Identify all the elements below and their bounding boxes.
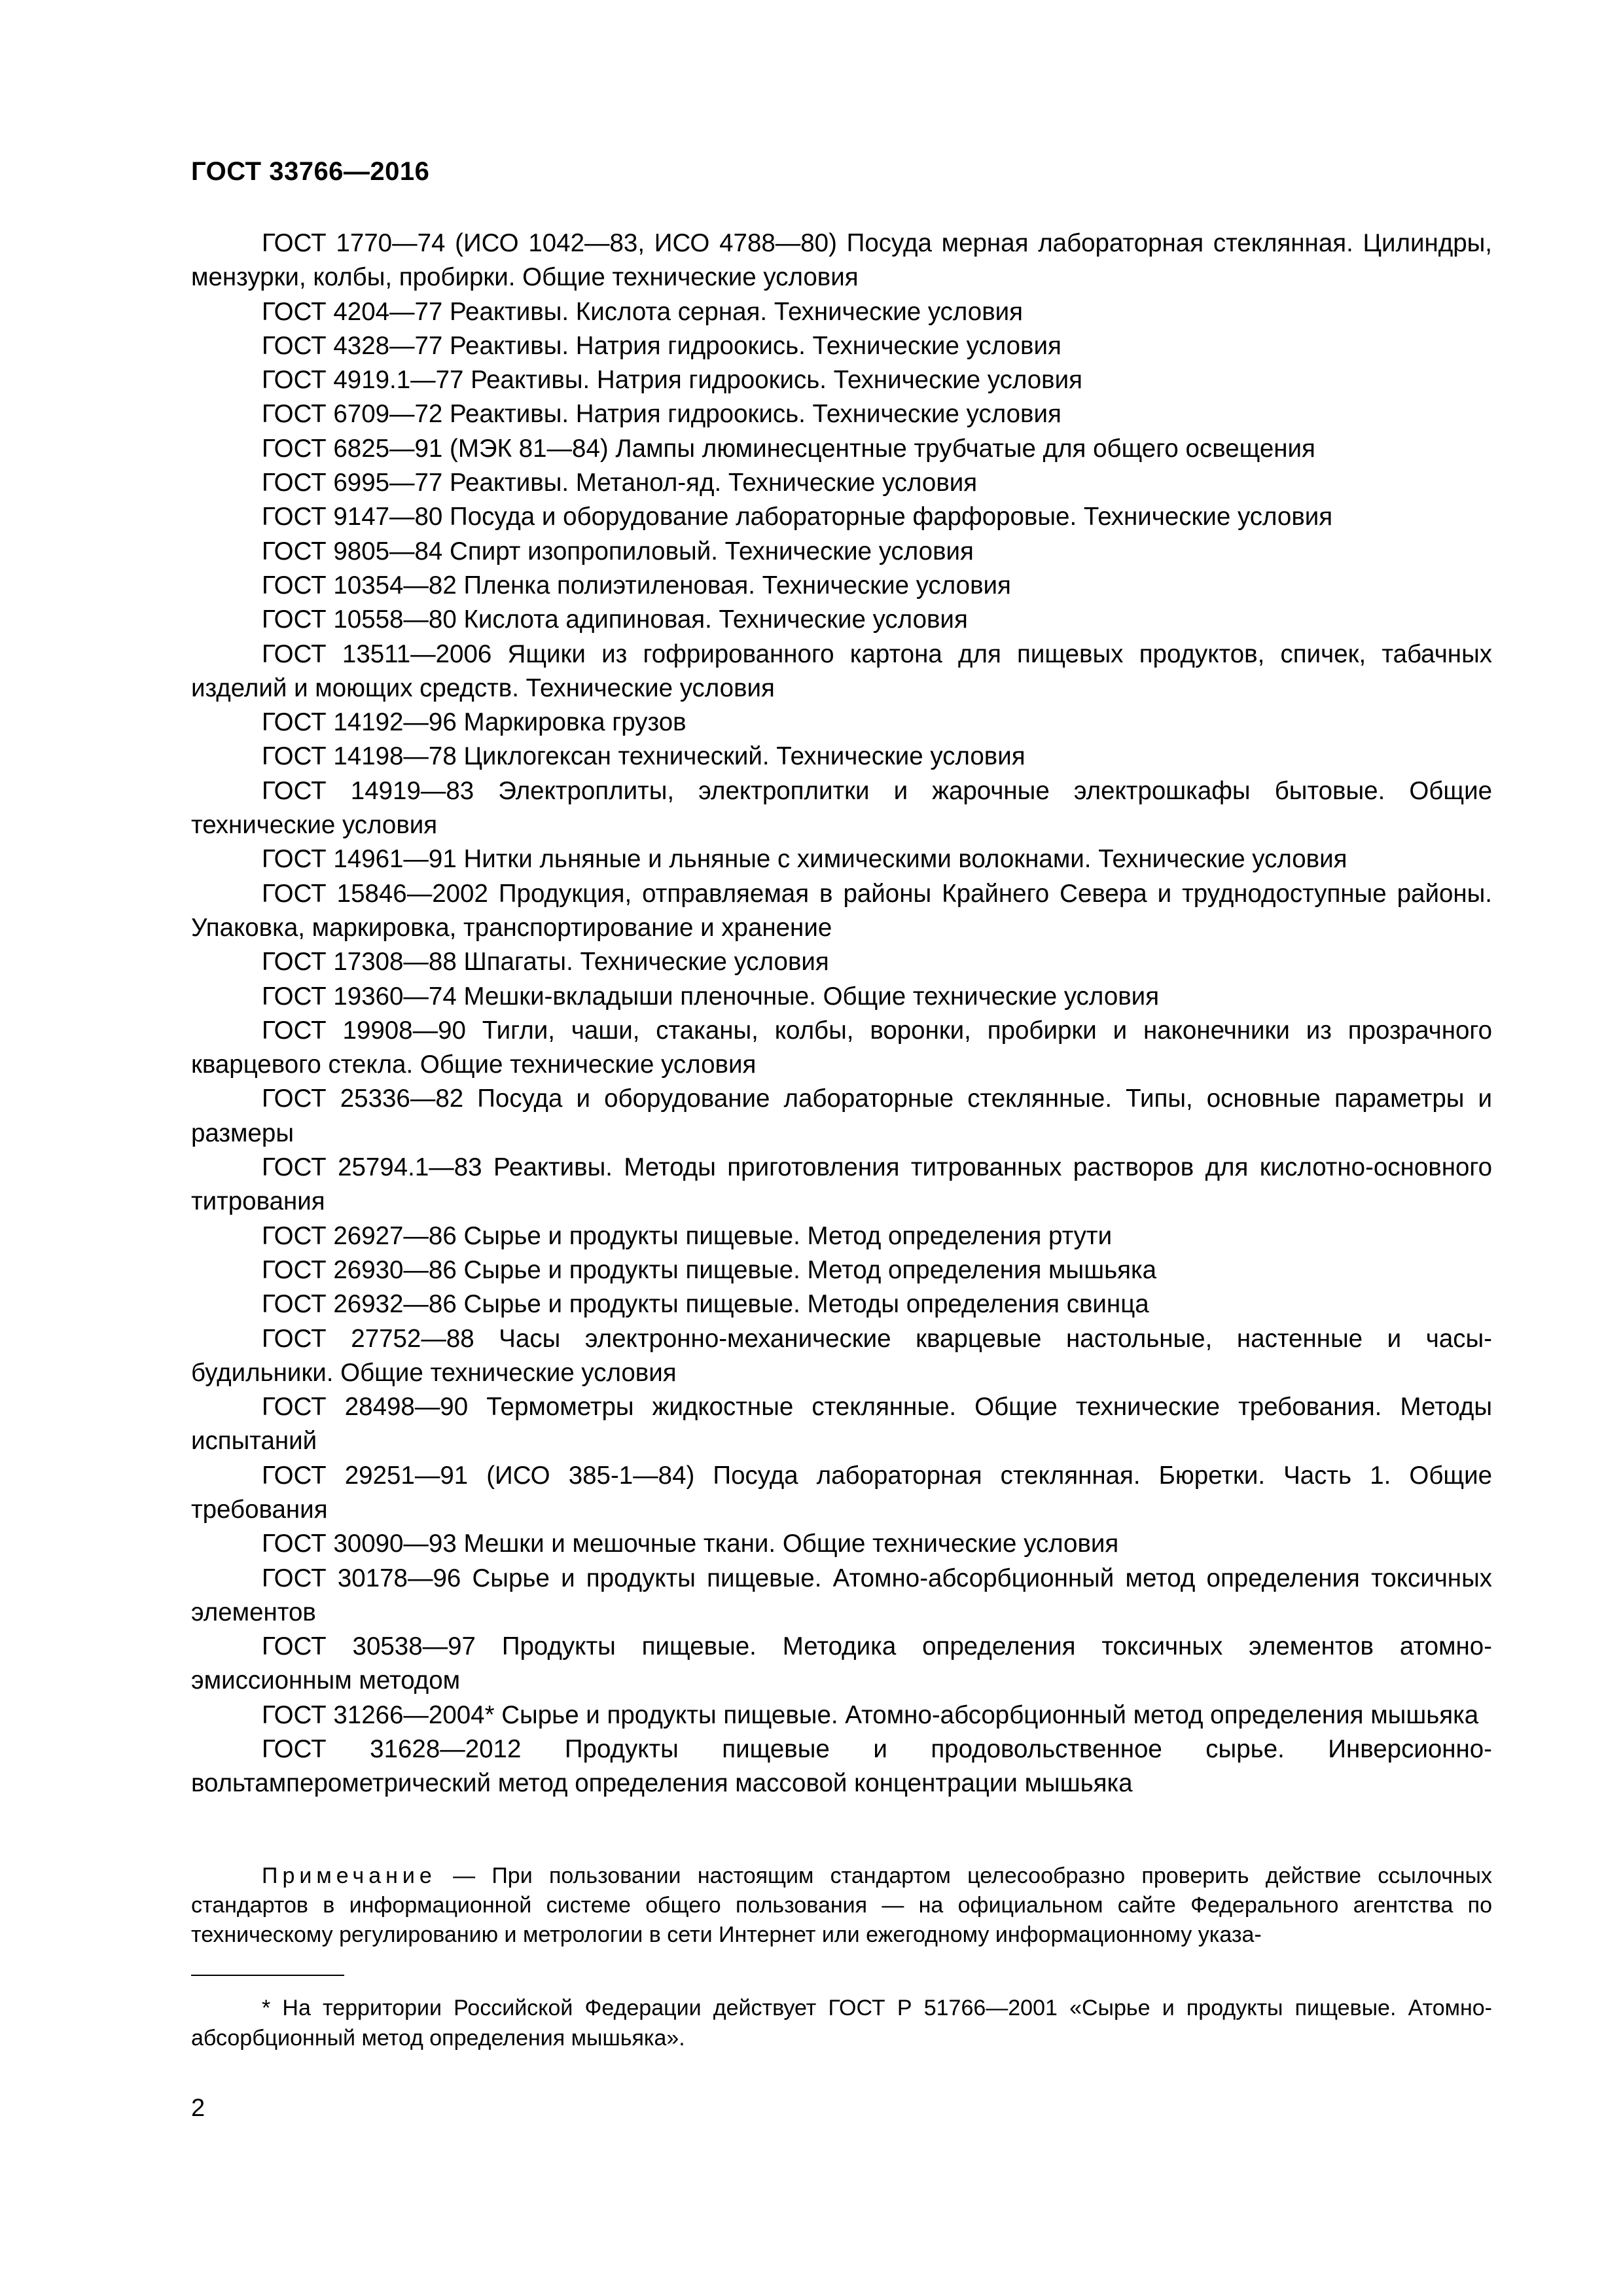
reference-item: ГОСТ 31628—2012 Продукты пищевые и продовольственное сырье. Инверсионно-вольтамперометрический метод определения массовой концентрации мышьяка [191, 1735, 1492, 1798]
reference-item: ГОСТ 26930—86 Сырье и продукты пищевые. Метод определения мышьяка [262, 1255, 1157, 1284]
reference-item: ГОСТ 13511—2006 Ящики из гофрированного картона для пищевых продуктов, спичек, табачных изделий и моющих средств. Технические условия [191, 639, 1492, 702]
reference-item: ГОСТ 4328—77 Реактивы. Натрия гидроокись. Технические условия [262, 331, 1061, 360]
footnote-separator [191, 1975, 344, 1976]
reference-item: ГОСТ 26927—86 Сырье и продукты пищевые. Метод определения ртути [262, 1221, 1113, 1250]
reference-item: ГОСТ 14919—83 Электроплиты, электроплитки и жарочные электрошкафы бытовые. Общие технические условия [191, 776, 1492, 840]
reference-item: ГОСТ 14192—96 Маркировка грузов [262, 708, 687, 737]
note-label: Примечание [262, 1863, 437, 1888]
reference-item: ГОСТ 25794.1—83 Реактивы. Методы приготовления титрованных растворов для кислотно-основного титрования [191, 1153, 1492, 1216]
reference-item: ГОСТ 17308—88 Шпагаты. Технические условия [262, 948, 829, 977]
reference-item: ГОСТ 27752—88 Часы электронно-механические кварцевые настольные, настенные и часы-будильники. Общие технические условия [191, 1324, 1492, 1387]
reference-item: ГОСТ 28498—90 Термометры жидкостные стеклянные. Общие технические требования. Методы испытаний [191, 1393, 1492, 1456]
reference-item: ГОСТ 9147—80 Посуда и оборудование лабораторные фарфоровые. Технические условия [262, 503, 1333, 531]
footnote: * На территории Российской Федерации действует ГОСТ Р 51766—2001 «Сырье и продукты пищевые. Атомно-абсорбционный метод определения мышьяка». [191, 1996, 1492, 2051]
reference-item: ГОСТ 30538—97 Продукты пищевые. Методика определения токсичных элементов атомно-эмиссионным методом [191, 1632, 1492, 1695]
reference-item: ГОСТ 30178—96 Сырье и продукты пищевые. Атомно-абсорбционный метод определения токсичных элементов [191, 1564, 1492, 1626]
reference-item: ГОСТ 14961—91 Нитки льняные и льняные с химическими волокнами. Технические условия [262, 845, 1347, 874]
reference-item: ГОСТ 1770—74 (ИСО 1042—83, ИСО 4788—80) Посуда мерная лабораторная стеклянная. Цилиндры, мензурки, колбы, пробирки. Общие технические условия [191, 229, 1492, 292]
reference-item: ГОСТ 19908—90 Тигли, чаши, стаканы, колбы, воронки, пробирки и наконечники из прозрачного кварцевого стекла. Общие технические условия [191, 1016, 1492, 1079]
reference-item: ГОСТ 10354—82 Пленка полиэтиленовая. Технические условия [262, 571, 1011, 600]
reference-item: ГОСТ 6825—91 (МЭК 81—84) Лампы люминесцентные трубчатые для общего освещения [262, 434, 1315, 463]
normative-references-list [191, 226, 1492, 1801]
reference-item: ГОСТ 30090—93 Мешки и мешочные ткани. Общие технические условия [262, 1530, 1119, 1558]
reference-item: ГОСТ 6709—72 Реактивы. Натрия гидроокись. Технические условия [262, 400, 1061, 429]
reference-item: ГОСТ 25336—82 Посуда и оборудование лабораторные стеклянные. Типы, основные параметры и размеры [191, 1085, 1492, 1147]
note-paragraph [191, 1861, 1492, 1950]
reference-item: ГОСТ 26932—86 Сырье и продукты пищевые. Методы определения свинца [262, 1290, 1149, 1319]
reference-item: ГОСТ 15846—2002 Продукция, отправляемая в районы Крайнего Севера и труднодоступные районы. Упаковка, маркировка, транспортирование и хранение [191, 879, 1492, 942]
reference-item: ГОСТ 10558—80 Кислота адипиновая. Технические условия [262, 605, 968, 634]
reference-item: ГОСТ 4919.1—77 Реактивы. Натрия гидроокись. Технические условия [262, 366, 1082, 395]
reference-item: ГОСТ 29251—91 (ИСО 385-1—84) Посуда лабораторная стеклянная. Бюретки. Часть 1. Общие требования [191, 1461, 1492, 1524]
reference-item: ГОСТ 9805—84 Спирт изопропиловый. Технические условия [262, 537, 974, 565]
reference-item: ГОСТ 4204—77 Реактивы. Кислота серная. Технические условия [262, 297, 1024, 326]
reference-item: ГОСТ 14198—78 Циклогексан технический. Технические условия [262, 742, 1026, 771]
reference-item: ГОСТ 19360—74 Мешки-вкладыши пленочные. Общие технические условия [262, 982, 1160, 1011]
page-number: 2 [191, 2094, 205, 2122]
note-text: — При пользовании настоящим стандартом целесообразно проверить действие ссылочных стандартов в информационной системе общего пользования — на официальном сайте Федерального агентства по техническому регулированию и метрологии в сети Интернет или ежегодному информационному указа- [191, 1863, 1492, 1947]
document-code-header: ГОСТ 33766—2016 [191, 157, 430, 186]
reference-item: ГОСТ 31266—2004* Сырье и продукты пищевые. Атомно-абсорбционный метод определения мышьяка [262, 1700, 1479, 1729]
reference-item: ГОСТ 6995—77 Реактивы. Метанол-яд. Технические условия [262, 469, 978, 497]
